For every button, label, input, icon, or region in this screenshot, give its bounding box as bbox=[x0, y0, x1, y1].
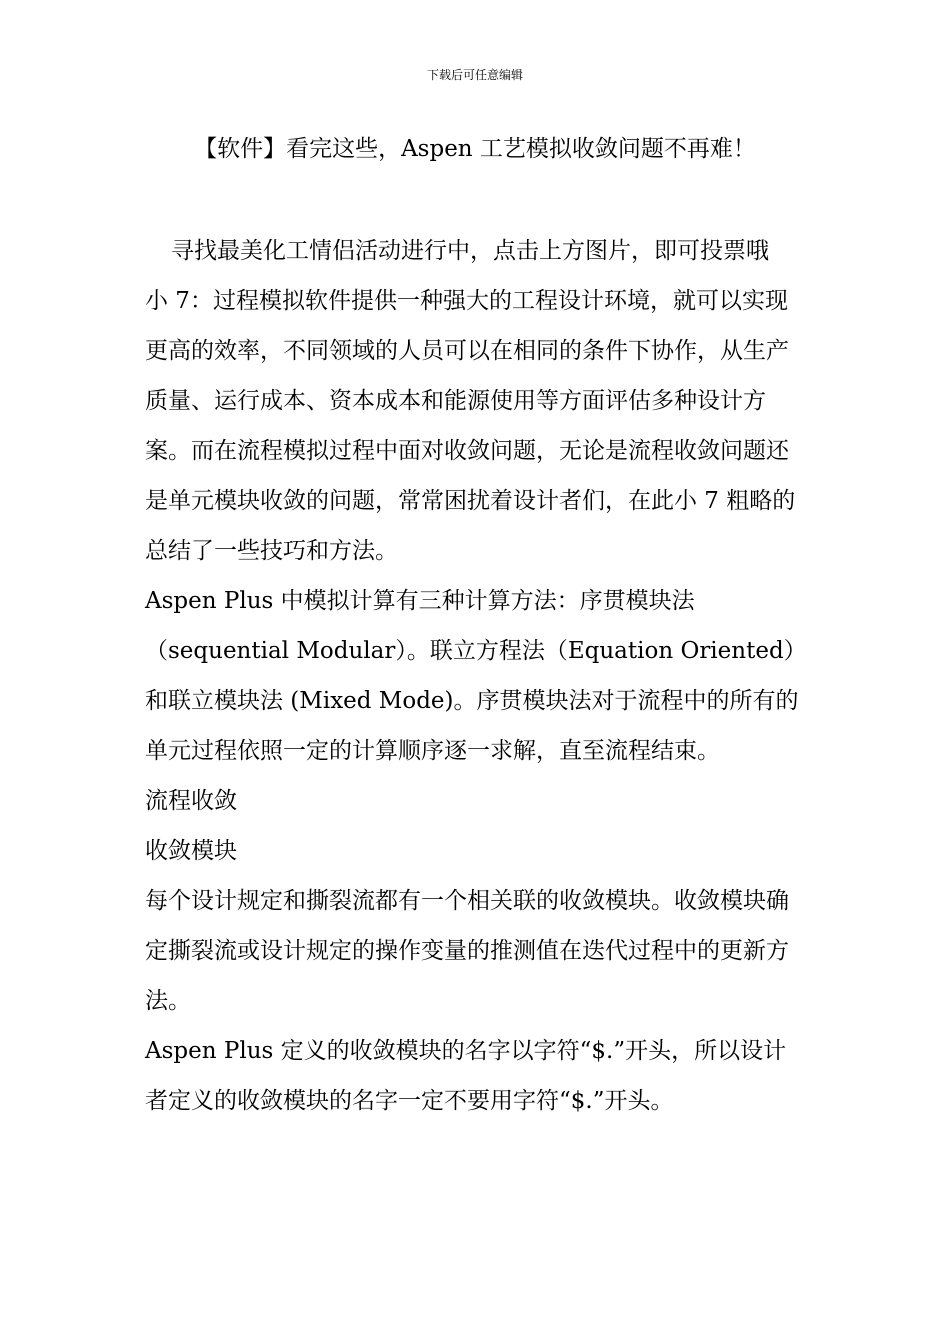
paragraph-intro: 寻找最美化工情侣活动进行中，点击上方图片，即可投票哦 bbox=[171, 238, 769, 264]
document-title: 【软件】看完这些，Aspen 工艺模拟收敛问题不再难！ bbox=[194, 136, 756, 162]
paragraph-convergence-blocks: 每个设计规定和撕裂流都有一个相关联的收敛模块。收敛模块确定撕裂流或设计规定的操作变量的推测值在迭代过程中的更新方法。 bbox=[145, 888, 789, 1014]
section-heading-convergence-blocks: 收敛模块 bbox=[145, 838, 237, 864]
header-note: 下载后可任意编辑 bbox=[426, 68, 523, 82]
paragraph-block-naming: Aspen Plus 定义的收敛模块的名字以字符“$.”开头，所以设计者定义的收敛模块的名字一定不要用字符“$.”开头。 bbox=[145, 1038, 787, 1114]
paragraph-overview: 小 7：过程模拟软件提供一种强大的工程设计环境，就可以实现更高的效率，不同领域的人员可以在相同的条件下协作，从生产质量、运行成本、资本成本和能源使用等方面评估多种设计方案。而在流程模拟过程中面对收敛问题，无论是流程收敛问题还是单元模块收敛的问题，常常困扰着设计者们，在此小 7 粗略的总结了一些技巧和方法。 bbox=[145, 288, 796, 564]
paragraph-methods: Aspen Plus 中模拟计算有三种计算方法：序贯模块法（sequential Modular）。联立方程法（Equation Oriented）和联立模块法 (Mixed Mode)。序贯模块法对于流程中的所有的单元过程依照一定的计算顺序逐一求解，直至流程结束。 bbox=[145, 588, 799, 764]
section-heading-flowsheet-convergence: 流程收敛 bbox=[145, 788, 237, 814]
document-body bbox=[145, 226, 805, 1126]
